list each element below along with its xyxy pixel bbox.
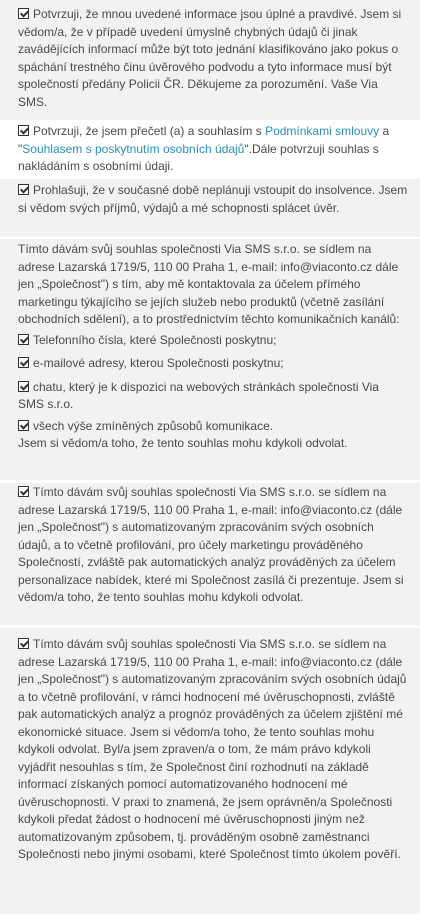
consent-accuracy-text: Potvrzuji, že mnou uvedené informace jsou úplné a pravdivé. Jsem si vědom/a, že v případě uvedení úmyslně chybných údajů či jinak zavádějících informací může být toto jednání klasifikováno jako pokus o spáchání trestného činu úvěrového podvodu a tyto informace musí být společností předány Policii ČR. Děkujeme za porozumění. Vaše Via SMS. — [18, 7, 402, 109]
consent-terms-text-mid: a " — [18, 124, 390, 156]
consent-profiling-credit-checkbox[interactable] — [18, 638, 29, 649]
consent-insolvency-checkbox[interactable] — [18, 184, 29, 195]
marketing-chat-checkbox[interactable] — [18, 381, 29, 392]
consent-profiling-marketing-text: Tímto dávám svůj souhlas společnosti Via SMS s.r.o. se sídlem na adrese Lazarská 1719/5, 110 00 Praha 1, e-mail: info@viaconto.cz (dále jen „Společnost") s automatizovaným zpracováním svých osobních údajů, a to včetně profilování, pro účely marketingu prováděného Společností, zvláště pak automatických analýz prováděných za účelem personalizace nabídek, které mi Společnost zasílá či prezentuje. Jsem si vědom/a toho, že tento souhlas mohu kdykoli odvolat. — [18, 485, 404, 604]
marketing-option-chat — [18, 379, 408, 414]
consent-accuracy — [0, 0, 420, 120]
consent-terms-text-after: ".Dále potvrzuji souhlas s nakládáním s osobními údaji. — [18, 141, 379, 173]
consent-insolvency — [0, 179, 420, 237]
consent-profiling-marketing — [0, 483, 420, 625]
marketing-consent — [0, 239, 420, 480]
terms-link[interactable]: Podmínkami smlouvy — [265, 124, 380, 138]
consent-insolvency-text: Prohlašuji, že v současné době neplánuji vstoupit do insolvence. Jsem si vědom svých příjmů, výdajů a mé schopnosti splácet úvěr. — [18, 183, 408, 215]
consent-terms-checkbox[interactable] — [18, 125, 29, 136]
consent-profiling-marketing-checkbox[interactable] — [18, 486, 29, 497]
marketing-chat-label: chatu, který je k dispozici na webových stránkách společnosti Via SMS s.r.o. — [18, 379, 379, 411]
marketing-revoke: Jsem si vědom/a toho, že tento souhlas mohu kdykoli odvolat. — [18, 436, 348, 450]
marketing-phone-checkbox[interactable] — [18, 334, 29, 345]
marketing-email-checkbox[interactable] — [18, 357, 29, 368]
consent-profiling-credit-text: Tímto dávám svůj souhlas společnosti Via SMS s.r.o. se sídlem na adrese Lazarská 1719/5, 110 00 Praha 1, e-mail: info@viaconto.cz (dále jen „Společnost") s automatizovaným zpracováním svých osobních údajů a to včetně profilování, v rámci hodnocení mé úvěruschopnosti, zvláště pak automatických analýz a prognóz prováděných za účelem zjištění mé ekonomické situace. Jsem si vědom/a toho, že tento souhlas mohu kdykoli odvolat. Byl/a jsem zpraven/a o tom, že mám právo kdykoli vyjádřit nesouhlas s tím, že Společnost činí rozhodnutí na základě informací získaných pomocí automatizovaného hodnocení mé úvěruschopnosti. V praxi to znamená, že jsem oprávněn/a Společnosti kdykoli předat žádost o hodnocení mé úvěruschopnosti jiným než automatizovaným způsobem, tj. prováděným osobně zaměstnanci Společnosti nebo jinými osobami, které Společnost tímto úkolem pověří. — [18, 637, 407, 861]
consent-profiling-credit — [0, 628, 420, 914]
consent-terms — [0, 122, 420, 176]
marketing-phone-label: Telefonního čísla, které Společnosti poskytnu; — [33, 332, 277, 347]
marketing-option-email — [18, 355, 408, 373]
marketing-all-label: všech výše zmíněných způsobů komunikace. — [33, 418, 274, 433]
marketing-all-checkbox[interactable] — [18, 420, 29, 431]
marketing-email-label: e-mailové adresy, kterou Společnosti poskytnu; — [33, 356, 284, 370]
personal-data-link[interactable]: Souhlasem s poskytnutím osobních údajů — [22, 141, 245, 156]
marketing-intro: Tímto dávám svůj souhlas společnosti Via SMS s.r.o. se sídlem na adrese Lazarská 1719/5, 110 00 Praha 1, e-mail: info@viaconto.cz dále jen „Společnost") s tím, aby mě kontaktovala za účelem přímého marketingu týkajícího se jejích služeb nebo produktů (včetně zasílání obchodních sdělení), a to prostřednictvím těchto komunikačních kanálů: — [18, 242, 400, 326]
consent-accuracy-checkbox[interactable] — [18, 8, 29, 19]
marketing-option-all — [18, 418, 408, 436]
consent-terms-text-before: Potvrzuji, že jsem přečetl (a) a souhlasím s — [33, 124, 266, 138]
marketing-option-phone — [18, 332, 408, 350]
